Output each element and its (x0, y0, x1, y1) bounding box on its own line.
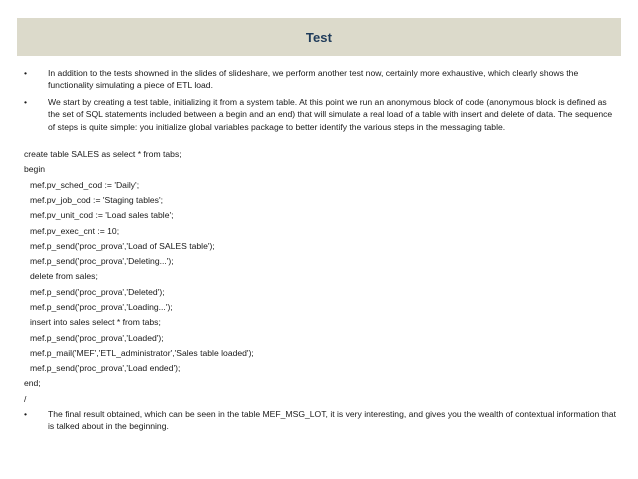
slide-title: Test (305, 29, 333, 45)
final-bullet-text: The final result obtained, which can be seen in the table MEF_MSG_LOT, it is very interesting, and gives you the wealth of contextual information that is talked about in the beginning. (48, 409, 616, 432)
code-line: end; (24, 378, 41, 389)
code-line: mef.p_mail('MEF','ETL_administrator','Sales table loaded'); (30, 347, 254, 358)
code-block (24, 147, 620, 407)
bullet-icon: • (24, 409, 28, 420)
bullet-icon: • (24, 68, 28, 78)
code-line: mef.p_send('proc_prova','Loading...'); (30, 302, 173, 312)
code-line: create table SALES as select * from tabs; (24, 149, 182, 160)
code-line: mef.p_send('proc_prova','Loaded'); (30, 332, 164, 343)
code-line: / (24, 393, 27, 404)
code-line: mef.pv_unit_cod := 'Load sales table'; (30, 210, 174, 221)
bullet-item (24, 67, 620, 92)
code-line: mef.p_send('proc_prova','Deleted'); (30, 286, 165, 297)
code-line: mef.pv_exec_cnt := 10; (30, 225, 120, 236)
bullet-text: We start by creating a test table, initializing it from a system table. At this point we run an anonymous block of code (anonymous block is defined as the set of SQL statements included between a begin and an end) that will simulate a real load of a table with insert and delete of data. The sequence of steps is quite simple: you initialize global variables package to better identify the various steps in the messaging table. (48, 96, 613, 132)
code-line: insert into sales select * from tabs; (30, 317, 161, 328)
code-line: mef.pv_job_cod := 'Staging tables'; (30, 194, 163, 205)
code-line: mef.p_send('proc_prova','Load of SALES table'); (30, 240, 215, 251)
code-line: mef.pv_sched_cod := 'Daily'; (30, 179, 140, 190)
bullet-icon: • (24, 96, 28, 107)
slide-content (24, 67, 620, 433)
code-line: mef.p_send('proc_prova','Load ended'); (30, 363, 181, 374)
bullet-text: In addition to the tests showned in the slides of slideshare, we perform another test now, certainly more exhaustive, which clearly shows the functionality simulating a piece of ETL load. (48, 68, 579, 91)
final-bullet-item (24, 408, 620, 433)
slide-title-bar (17, 18, 621, 56)
code-line: delete from sales; (30, 271, 98, 282)
bullet-item (24, 96, 620, 133)
code-line: mef.p_send('proc_prova','Deleting...'); (30, 256, 174, 267)
code-line: begin (24, 164, 46, 175)
